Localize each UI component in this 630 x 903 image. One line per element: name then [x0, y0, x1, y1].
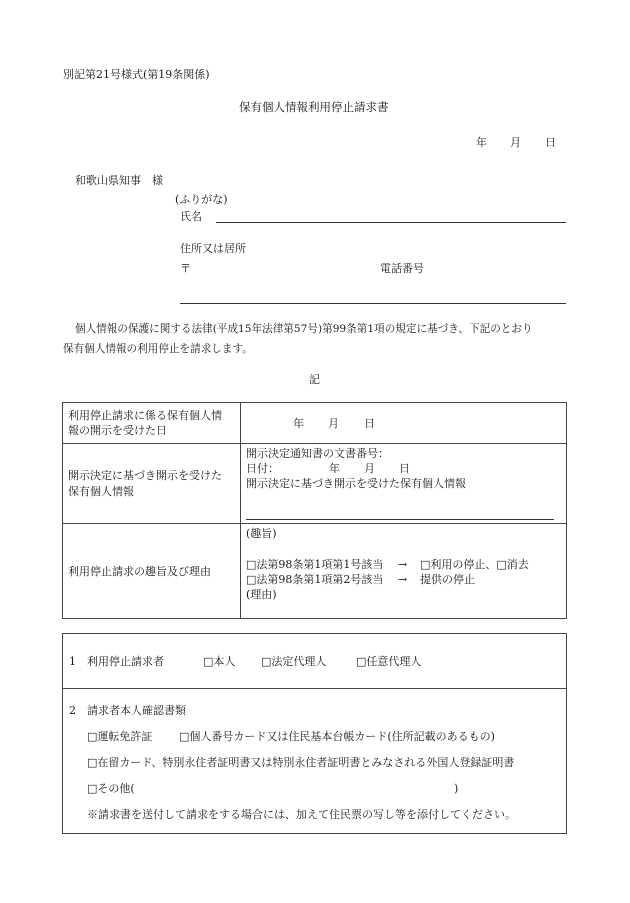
row2-doc-number: 開示決定通知書の文書番号：	[246, 447, 389, 460]
s2-option-other-close: )	[454, 782, 459, 795]
s1-number: 1	[69, 655, 76, 668]
table-divider-row2	[62, 523, 567, 524]
name-field-line[interactable]	[216, 222, 566, 223]
table-divider-row1	[62, 443, 567, 444]
s2-option-mynumber[interactable]: □個人番号カード又は住民基本台帳カード(住所記載のあるもの)	[179, 730, 495, 743]
row3-opt1-law[interactable]: □法第98条第1項第1号該当	[246, 558, 384, 571]
row1-label-line1: 利用停止請求に係る保有個人情	[68, 409, 222, 422]
postal-mark: 〒	[180, 262, 191, 275]
row3-opt2-result: 提供の停止	[420, 573, 475, 586]
ki-heading: 記	[309, 373, 320, 386]
address-field-line[interactable]	[180, 303, 566, 304]
phone-label: 電話番号	[380, 262, 424, 275]
row2-day: 日	[399, 462, 410, 475]
row2-year: 年	[329, 462, 340, 475]
furigana-label: (ふりがな)	[175, 193, 228, 206]
date-day-label: 日	[545, 136, 556, 149]
row3-label: 利用停止請求の趣旨及び理由	[68, 565, 211, 578]
addressee-honorific: 様	[152, 174, 163, 187]
row3-purpose-label: (趣旨)	[246, 527, 277, 540]
row3-opt1-result[interactable]: □利用の停止、□消去	[420, 558, 529, 571]
row2-date-label: 日付：	[246, 462, 279, 475]
address-label: 住所又は居所	[180, 242, 246, 255]
s1-option-self[interactable]: □本人	[203, 655, 236, 668]
intro-line2: 保有個人情報の利用停止を請求します。	[63, 343, 253, 355]
s2-option-residence-card[interactable]: □在留カード、特別永住者証明書又は特別永住者証明書とみなされる外国人登録証明書	[87, 756, 515, 769]
row2-info-label: 開示決定に基づき開示を受けた保有個人情報	[246, 477, 466, 490]
arrow-icon: →	[398, 558, 408, 571]
arrow-icon: →	[398, 573, 408, 586]
s1-option-legal-agent[interactable]: □法定代理人	[261, 655, 327, 668]
s2-number: 2	[69, 704, 76, 717]
row3-opt2-law[interactable]: □法第98条第1項第2号該当	[246, 573, 384, 586]
row1-day: 日	[364, 417, 375, 430]
page-title: 保有個人情報利用停止請求書	[239, 100, 389, 114]
row2-label-line2: 保有個人情報	[68, 485, 134, 498]
row1-label-line2: 報の開示を受けた日	[68, 424, 167, 437]
s2-note: ※請求書を送付して請求をする場合には、加えて住民票の写し等を添付してください。	[87, 808, 516, 821]
addressee-name: 和歌山県知事	[75, 174, 141, 187]
s2-option-other[interactable]: □その他(	[87, 782, 135, 795]
form-number: 別記第21号様式(第19条関係)	[63, 68, 210, 81]
s2-label: 請求者本人確認書類	[87, 704, 186, 717]
row2-info-field-line[interactable]	[246, 519, 554, 520]
date-month-label: 月	[510, 136, 521, 149]
name-label: 氏名	[180, 210, 202, 223]
row1-month: 月	[328, 417, 339, 430]
row3-reason-label: (理由)	[246, 588, 277, 601]
row2-label-line1: 開示決定に基づき開示を受けた	[68, 469, 222, 482]
box2-divider	[62, 688, 567, 689]
table-divider-vertical	[240, 402, 241, 619]
s1-label: 利用停止請求者	[87, 655, 164, 668]
row2-month: 月	[364, 462, 375, 475]
date-year-label: 年	[476, 136, 487, 149]
s2-option-license[interactable]: □運転免許証	[87, 730, 153, 743]
intro-line1: 個人情報の保護に関する法律(平成15年法律第57号)第99条第1項の規定に基づき、下記のとおり	[75, 323, 533, 335]
row1-year: 年	[293, 417, 304, 430]
s1-option-voluntary-agent[interactable]: □任意代理人	[356, 655, 422, 668]
